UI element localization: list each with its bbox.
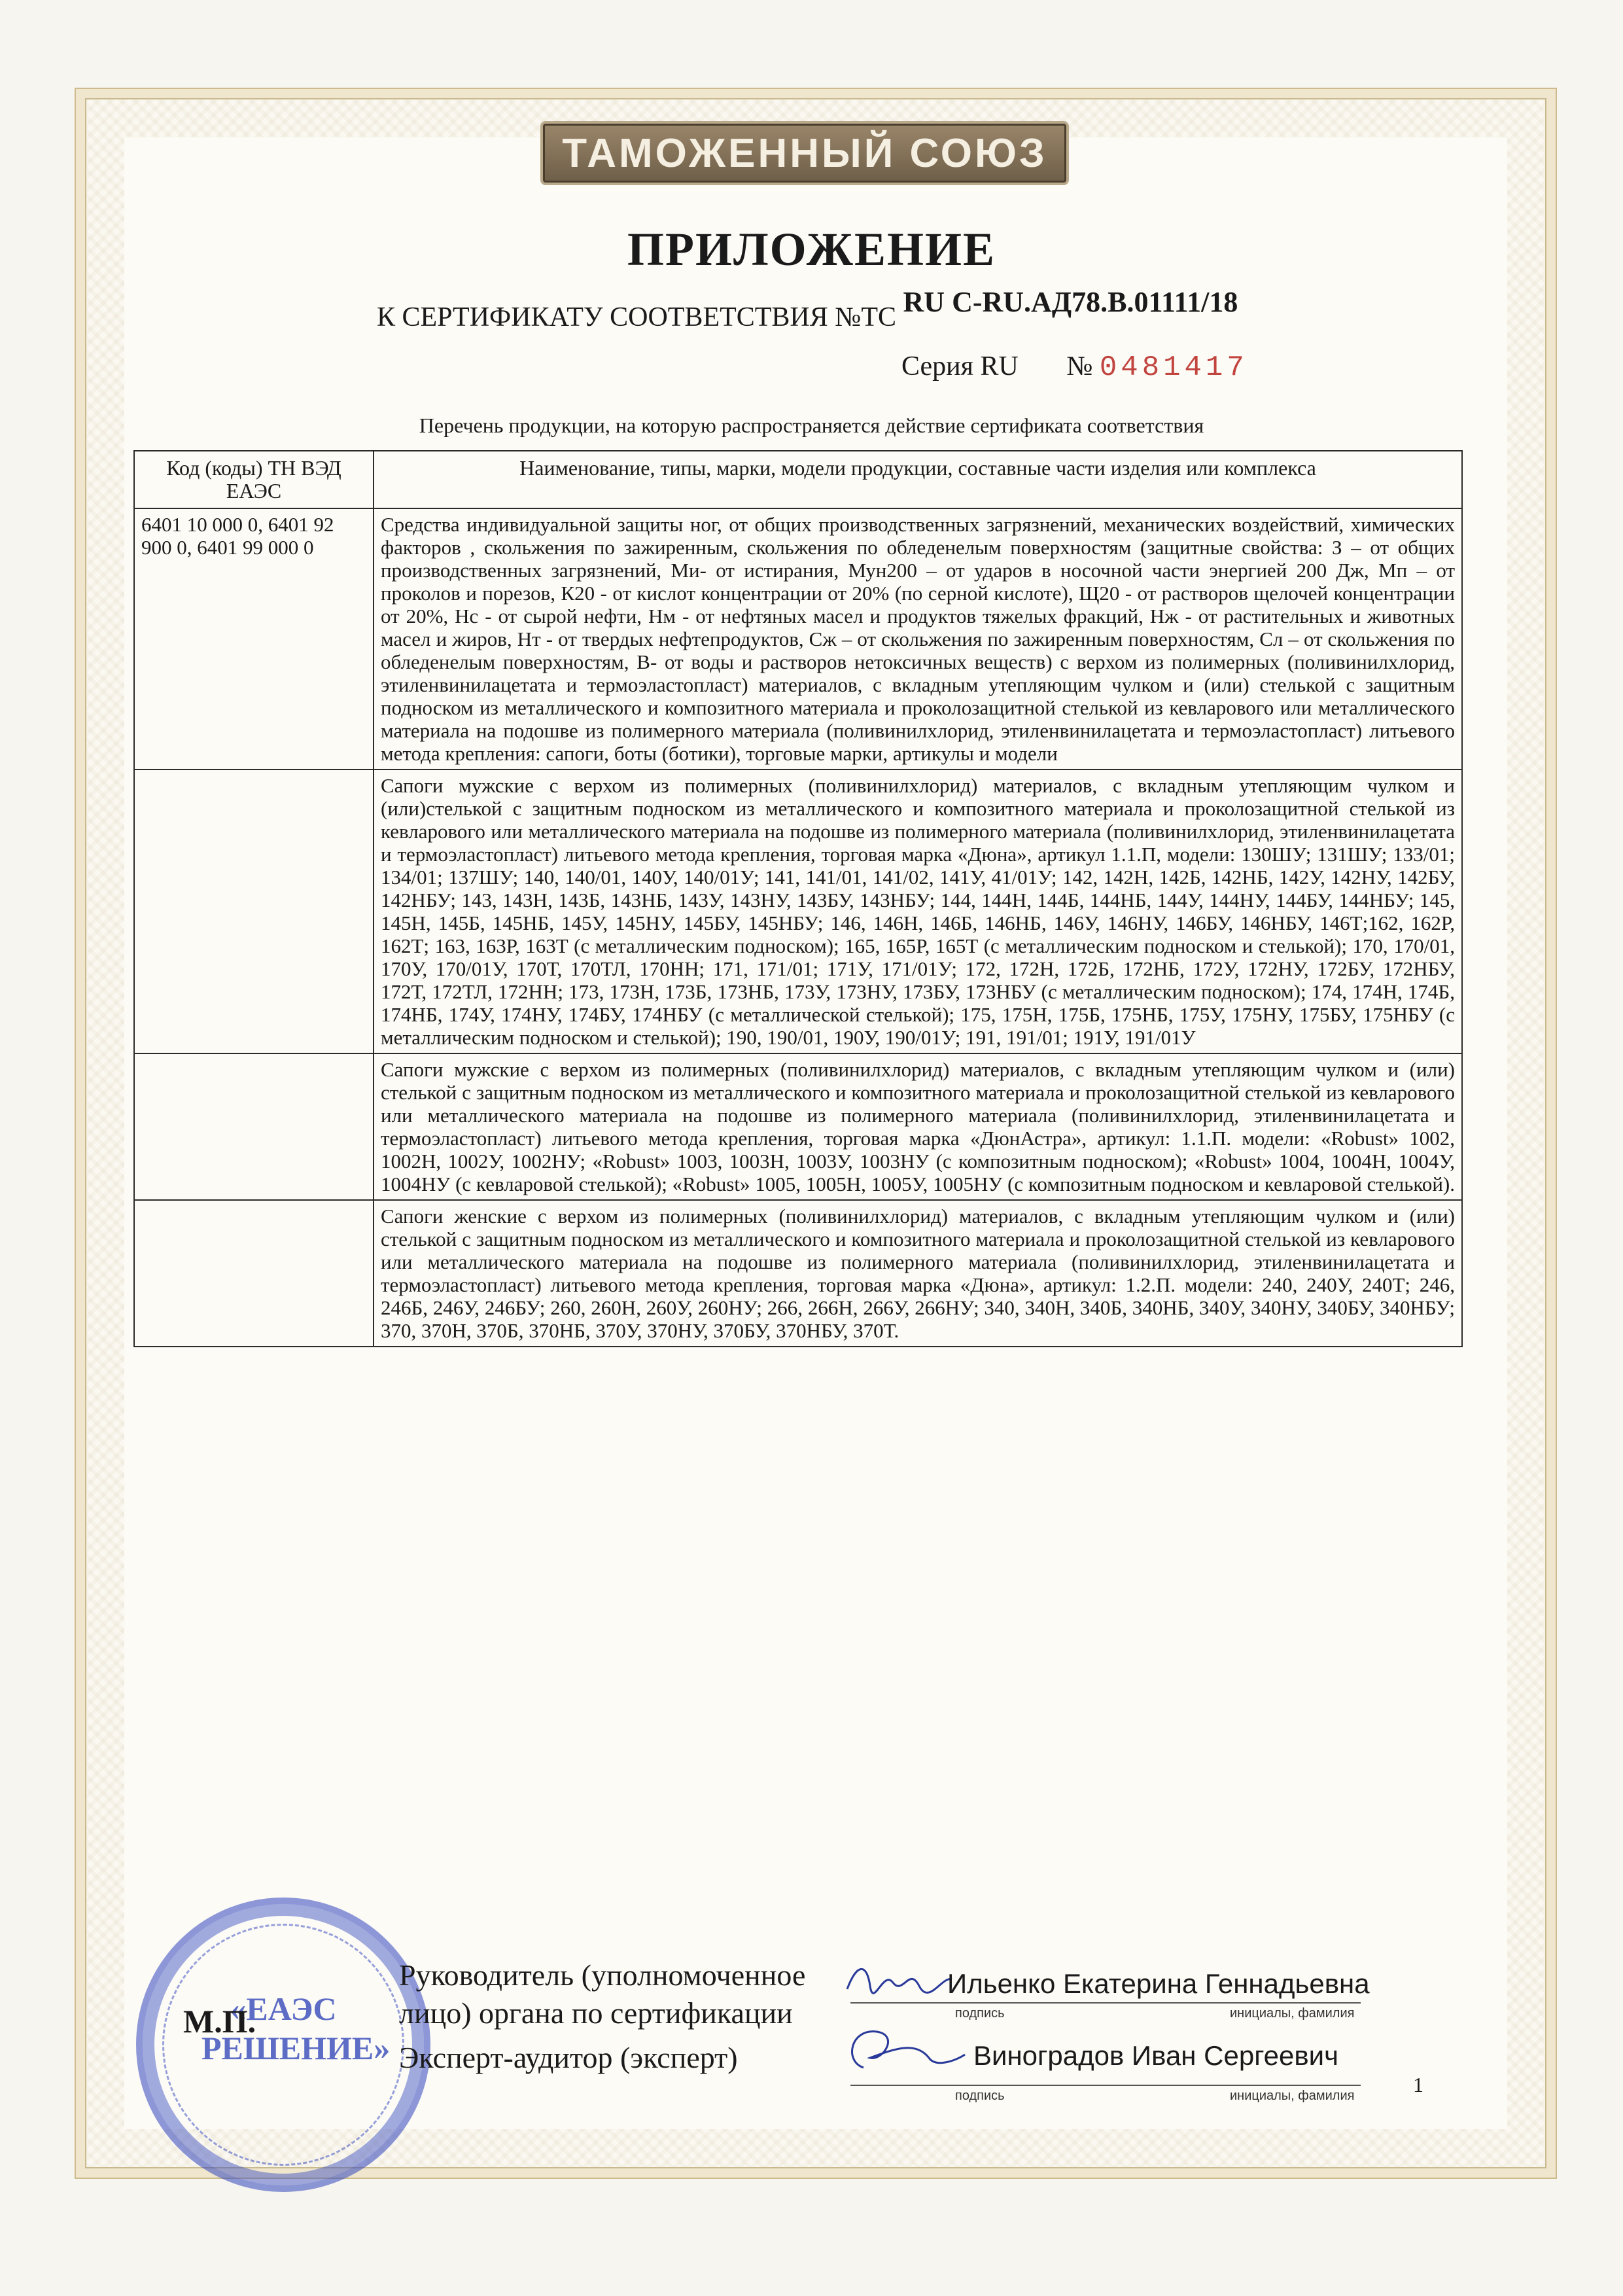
- head-name: Ильенко Екатерина Геннадьевна: [947, 1968, 1370, 1999]
- expert-name-caption: инициалы, фамилия: [1230, 2089, 1355, 2103]
- number-label: №: [1066, 351, 1093, 381]
- row-description: Средства индивидуальной защиты ног, от общих производственных загрязнений, механических воздействий, химических факторов , скольжения по зажиренным, скольжения по обледенелым поверхностям (защитные свойства: З – от общих производственных загрязнений, Ми- от истирания, Мун200 – от ударов в носочной части энергией 200 Дж, Мп – от проколов и порезов, К20 - от кислот концентрации от 20% (по серной кислоте), Щ20 - от растворов щелочей концентрации от 20%, Нс - от сырой нефти, Нм - от нефтяных масел и продуктов тяжелых фракций, Нж - от растительных и животных масел и жиров, Нт - от твердых нефтепродуктов, Сж – от скольжения по зажиренным поверхностям, Сл – от скольжения по обледенелым поверхностям, В- от воды и растворов нетоксичных веществ) с верхом из полимерных (поливинилхлорид, этиленвинилацетата и термоэластопласт) материалов, с вкладным утепляющим чулком и (или) стелькой с защитным подноском из металлического и композитного материала и проколозащитной стелькой из кевларового или металлического материала на подошве из полимерного материала (поливинилхлорид, этиленвинилацетата и термоэластопласт) литьевого метода крепления: сапоги, боты (ботики), торговые марки, артикулы и модели: [374, 508, 1462, 769]
- page-number: 1: [1413, 2073, 1423, 2096]
- series-line: [901, 351, 1248, 384]
- product-list-caption: Перечень продукции, на которую распространяется действие сертификата соответствия: [419, 414, 1204, 437]
- table-row: [134, 1200, 1462, 1347]
- header-name: Наименование, типы, марки, модели продукции, составные части изделия или комплекса: [374, 451, 1462, 508]
- stamp-text: «ЕАЭС РЕШЕНИЕ»: [201, 1990, 391, 2066]
- expert-signature-line: [850, 2085, 1361, 2086]
- head-label: Руководитель (уполномоченное лицо) органа по сертификации: [399, 1958, 806, 2030]
- seal-place-label: М.П.: [183, 2003, 256, 2040]
- certificate-label: К СЕРТИФИКАТУ СООТВЕТСТВИЯ №ТС: [377, 302, 897, 332]
- row-description: Сапоги мужские с верхом из полимерных (поливинилхлорид) материалов, с вкладным утепляющим чулком и (или) стелькой с защитным подноском из металлического и композитного материала и проколозащитной стелькой из кевларового или металлического материала на подошве из полимерного материала (поливинилхлорид, этиленвинилацетата и термоэластопласт) литьевого метода крепления, торговая марка «ДюнАстра», артикул: 1.1.П. модели: «Robust» 1002, 1002Н, 1002У, 1002НУ; «Robust» 1003, 1003Н, 1003У, 1003НУ (с композитным подноском); «Robust» 1004, 1004Н, 1004У, 1004НУ (с кевларовой стелькой); «Robust» 1005, 1005Н, 1005У, 1005НУ (с композитным подноском и кевларовой стелькой).: [374, 1053, 1462, 1200]
- table-row: [134, 769, 1462, 1053]
- product-table: [133, 450, 1463, 1347]
- row-code: [134, 1200, 374, 1347]
- expert-name: Виноградов Иван Сергеевич: [973, 2040, 1338, 2071]
- certificate-number: RU C-RU.АД78.В.01111/18: [903, 286, 1238, 318]
- row-code: [134, 1053, 374, 1200]
- row-code: 6401 10 000 0, 6401 92 900 0, 6401 99 000 0: [134, 508, 374, 769]
- expert-sign-caption: подпись: [955, 2089, 1005, 2103]
- series-label: Серия RU: [901, 351, 1019, 381]
- row-description: Сапоги женские с верхом из полимерных (поливинилхлорид) материалов, с вкладным утепляющим чулком и (или) стелькой с защитным подноском из металлического и композитного материала и проколозащитной стелькой из кевларового или металлического материала на подошве из полимерного материала (поливинилхлорид, этиленвинилацетата и термоэластопласт) литьевого метода крепления, торговая марка «Дюна», артикул: 1.2.П. модели: 240, 240У, 240Т; 246, 246Б, 246У, 246БУ; 260, 260Н, 260У, 260НУ; 266, 266Н, 266У, 266НУ; 340, 340Н, 340Б, 340НБ, 340У, 340НУ, 340БУ, 340НБУ; 370, 370Н, 370Б, 370НБ, 370У, 370НУ, 370БУ, 370НБУ, 370Т.: [374, 1200, 1462, 1347]
- table-header-row: [134, 451, 1462, 508]
- customs-union-banner: ТАМОЖЕННЫЙ СОЮЗ: [540, 121, 1069, 185]
- header-code: Код (коды) ТН ВЭД ЕАЭС: [134, 451, 374, 508]
- head-sign-caption: подпись: [955, 2006, 1005, 2021]
- row-code: [134, 769, 374, 1053]
- table-row: [134, 1053, 1462, 1200]
- head-signature-line: [850, 2002, 1361, 2004]
- head-name-caption: инициалы, фамилия: [1230, 2006, 1355, 2021]
- head-signature: [844, 1956, 955, 2002]
- expert-label: Эксперт-аудитор (эксперт): [399, 2041, 738, 2074]
- certificate-line: [377, 286, 1238, 333]
- organization-stamp: [136, 1898, 430, 2192]
- signature-labels: [399, 1956, 844, 2077]
- page-title: ПРИЛОЖЕНИЕ: [627, 223, 996, 275]
- serial-number: 0481417: [1099, 351, 1248, 384]
- expert-signature: [837, 2022, 968, 2081]
- table-row: [134, 508, 1462, 769]
- row-description: Сапоги мужские с верхом из полимерных (поливинилхлорид) материалов, с вкладным утепляющим чулком и (или)стелькой с защитным подноском из металлического и композитного материала и проколозащитной стелькой из кевларового или металлического материала на подошве из полимерного материала (поливинилхлорид, этиленвинилацетата и термоэластопласт) литьевого метода крепления, торговая марка «Дюна», артикул 1.1.П, модели: 130ШУ; 131ШУ; 133/01; 134/01; 137ШУ; 140, 140/01, 140У, 140/01У; 141, 141/01, 141/02, 141У, 41/01У; 142, 142Н, 142Б, 142НБ, 142У, 142НУ, 142БУ, 142НБУ; 143, 143Н, 143Б, 143НБ, 143У, 143НУ, 143БУ, 143НБУ; 144, 144Н, 144Б, 144НБ, 144У, 144НУ, 144БУ, 144НБУ; 145, 145Н, 145Б, 145НБ, 145У, 145НУ, 145БУ, 145НБУ; 146, 146Н, 146Б, 146НБ, 146У, 146НУ, 146БУ, 146НБУ, 146Т;162, 162Р, 162Т; 163, 163Р, 163Т (с металлическим подноском); 165, 165Р, 165Т (с металлическим подноском и стелькой); 170, 170/01, 170У, 170/01У, 170Т, 170ТЛ, 170НН; 171, 171/01; 171У, 171/01У; 172, 172Н, 172Б, 172НБ, 172У, 172НУ, 172БУ, 172НБУ, 172Т, 172ТЛ, 172НН; 173, 173Н, 173Б, 173НБ, 173У, 173НУ, 173БУ, 173НБУ (с металлическим подноском); 174, 174Н, 174Б, 174НБ, 174У, 174НУ, 174БУ, 174НБУ (с металлической стелькой); 175, 175Н, 175Б, 175НБ, 175У, 175НУ, 175БУ, 175НБУ (с металлическим подноском и стелькой); 190, 190/01, 190У, 190/01У; 191, 191/01; 191У, 191/01У: [374, 769, 1462, 1053]
